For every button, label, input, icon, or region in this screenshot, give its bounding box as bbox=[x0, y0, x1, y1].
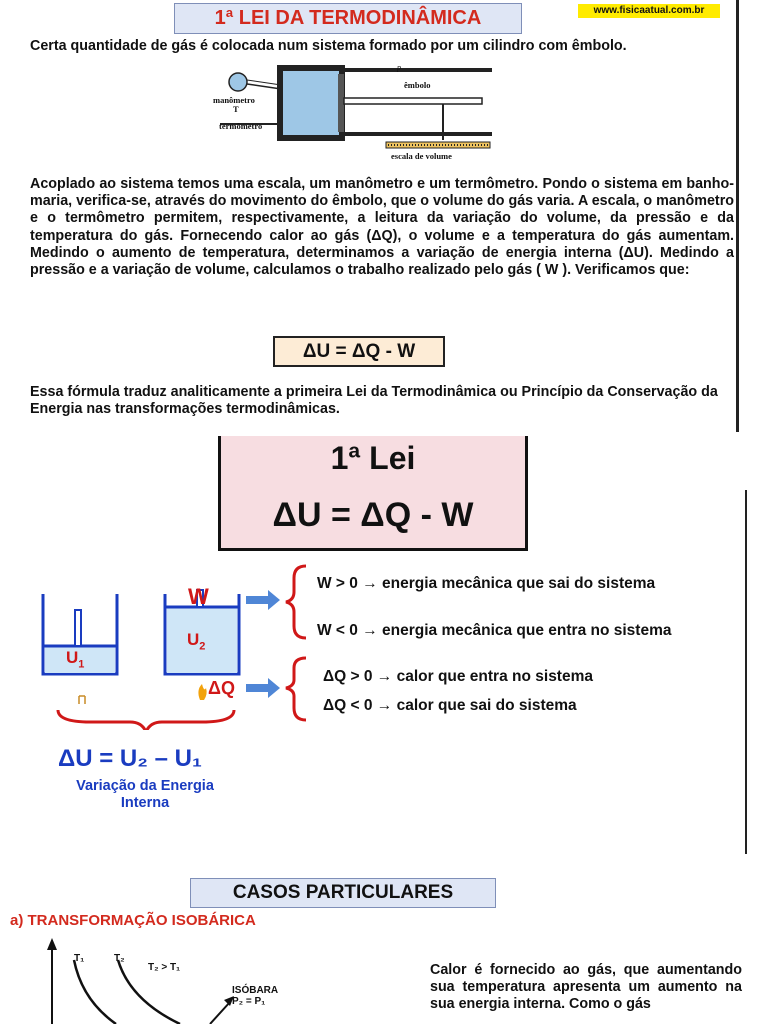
internal-energy-equation: ΔU = U₂ – U₁ bbox=[58, 745, 202, 772]
brace-icon bbox=[284, 564, 310, 724]
arrow-right-icon bbox=[246, 678, 280, 698]
law-box bbox=[218, 436, 528, 551]
isobara-label: ISÓBARA bbox=[232, 985, 279, 996]
brace-icon bbox=[58, 710, 234, 730]
heat-label: ΔQ bbox=[208, 678, 235, 698]
section-title: 1ª LEI DA TERMODINÂMICA bbox=[174, 3, 522, 34]
temperature-relation-label: T₂ > T₁ bbox=[148, 962, 181, 973]
piston bbox=[338, 74, 344, 132]
intro-text: Certa quantidade de gás é colocada num sistema formado por um cilindro com êmbolo. bbox=[30, 38, 627, 54]
flame-icon bbox=[198, 684, 206, 700]
t2-label: T₂ bbox=[114, 953, 125, 964]
volume-scale bbox=[386, 142, 490, 148]
page-border bbox=[736, 0, 739, 432]
section-title: CASOS PARTICULARES bbox=[190, 878, 496, 908]
u1-label: $U_1$ bbox=[66, 648, 85, 671]
cylinder-diagram bbox=[210, 62, 510, 174]
internal-energy-caption: Variação da Energia Interna bbox=[76, 778, 214, 811]
escala-label: escala de volume bbox=[391, 151, 452, 161]
work-label: W bbox=[188, 584, 209, 609]
isotherm-t1 bbox=[74, 960, 116, 1024]
isobaric-graph bbox=[30, 938, 330, 1024]
description-paragraph: Acoplado ao sistema temos uma escala, um manômetro e um termômetro. Pondo o sistema em banho-maria, verifica-se, através do movimento do êmbolo, que o volume do gás varia. A escala, o manômetro e o termômetro permitem, respectivamente, a leitura da variação do volume, da pressão e da temperatura do gás. Fornecendo calor ao gás (ΔQ), o volume e a temperatura do gás aumentam. Medindo o aumento de temperatura, determinamos a variação de energia interna (ΔU). Medindo a pressão e a variação de volume, calculamos o trabalho realizado pelo gás ( W ). Verificamos que: bbox=[30, 176, 734, 279]
gas-cylinder bbox=[280, 68, 342, 138]
piston-rod bbox=[344, 98, 482, 104]
manometer-gauge bbox=[229, 73, 247, 91]
pressure-label: p bbox=[397, 63, 401, 72]
conclusion-text: Essa fórmula traduz analiticamente a primeira Lei da Termodinâmica ou Princípio da Conservação da Energia nas transformações termodinâmicas. bbox=[30, 384, 718, 418]
work-positive-text: W > 0 → energia mecânica que sai do sistema bbox=[317, 575, 656, 592]
website-link[interactable]: www.fisicaatual.com.br bbox=[578, 4, 720, 18]
embolo-label: êmbolo bbox=[404, 80, 431, 90]
temperature-label: T bbox=[233, 104, 239, 114]
pressure-equality-label: P₂ = P₁ bbox=[232, 996, 266, 1007]
heat-negative-text: ΔQ < 0 → calor que sai do sistema bbox=[323, 697, 577, 714]
work-negative-text: W < 0 → energia mecânica que entra no sistema bbox=[317, 622, 672, 639]
first-law-equation: ΔU = ΔQ - W bbox=[273, 336, 445, 367]
heat-positive-text: ΔQ > 0 → calor que entra no sistema bbox=[323, 668, 593, 685]
page-border bbox=[745, 490, 747, 854]
subsection-title: a) TRANSFORMAÇÃO ISOBÁRICA bbox=[10, 912, 256, 929]
isobaric-description: Calor é fornecido ao gás, que aumentando sua temperatura apresenta um aumento na sua energia interna. Como o gás bbox=[430, 962, 742, 1013]
arrow-right-icon bbox=[246, 590, 280, 610]
u2-label: $U_2$ bbox=[187, 630, 206, 653]
t1-label: T₁ bbox=[74, 953, 85, 964]
law-title: 1ª Lei bbox=[330, 440, 416, 476]
manometro-label: manômetro bbox=[213, 95, 255, 105]
law-equation: ΔU = ΔQ - W bbox=[272, 496, 474, 534]
termometro-label: termômetro bbox=[219, 121, 263, 131]
